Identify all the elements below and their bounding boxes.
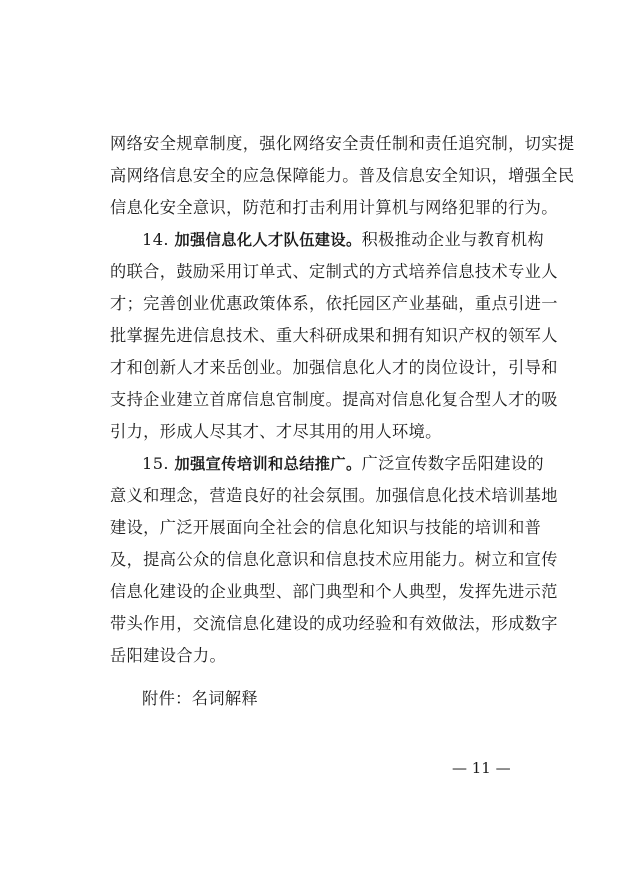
body-text-line: 才和创新人才来岳创业。加强信息化人才的岗位设计，引导和 [110, 358, 558, 377]
body-text-line: 及，提高公众的信息化意识和信息技术应用能力。树立和宣传 [110, 550, 558, 569]
section-15-heading: 加强宣传培训和总结推广。 [174, 455, 362, 473]
body-text-line: 建设，广泛开展面向全社会的信息化知识与技能的培训和普 [110, 518, 542, 537]
body-text-line: 信息化建设的企业典型、部门典型和个人典型，发挥先进示范 [110, 582, 558, 601]
body-text-line: 信息化安全意识，防范和打击利用计算机与网络犯罪的行为。 [110, 198, 558, 217]
section-15-first-line-text: 广泛宣传数字岳阳建设的 [361, 454, 545, 473]
body-text-line: 才；完善创业优惠政策体系，依托园区产业基础，重点引进一 [110, 294, 558, 313]
section-14-number: 14. [142, 230, 169, 249]
body-text-line: 批掌握先进信息技术、重大科研成果和拥有知识产权的领军人 [110, 326, 558, 345]
attachment-label: 附件：名词解释 [142, 689, 259, 708]
body-text-line: 支持企业建立首席信息官制度。提高对信息化复合型人才的吸 [110, 390, 558, 409]
body-text-line: 引力，形成人尽其才、才尽其用的用人环境。 [110, 422, 442, 441]
section-15-first-line [142, 453, 545, 475]
body-text-line: 带头作用，交流信息化建设的成功经验和有效做法，形成数字 [110, 614, 558, 633]
section-14-first-line-text: 积极推动企业与教育机构 [361, 230, 545, 249]
section-14-heading: 加强信息化人才队伍建设。 [174, 231, 362, 249]
body-text-line: 的联合，鼓励采用订单式、定制式的方式培养信息技术专业人 [110, 262, 558, 281]
section-15-number: 15. [142, 454, 169, 473]
page-number: — 11 — [452, 759, 511, 777]
body-text-line: 岳阳建设合力。 [110, 646, 227, 665]
body-text-line: 意义和理念，营造良好的社会氛围。加强信息化技术培训基地 [110, 486, 558, 505]
body-text-line: 网络安全规章制度，强化网络安全责任制和责任追究制，切实提 [110, 134, 575, 153]
section-14-first-line [142, 229, 545, 251]
body-text-line: 高网络信息安全的应急保障能力。普及信息安全知识，增强全民 [110, 166, 575, 185]
